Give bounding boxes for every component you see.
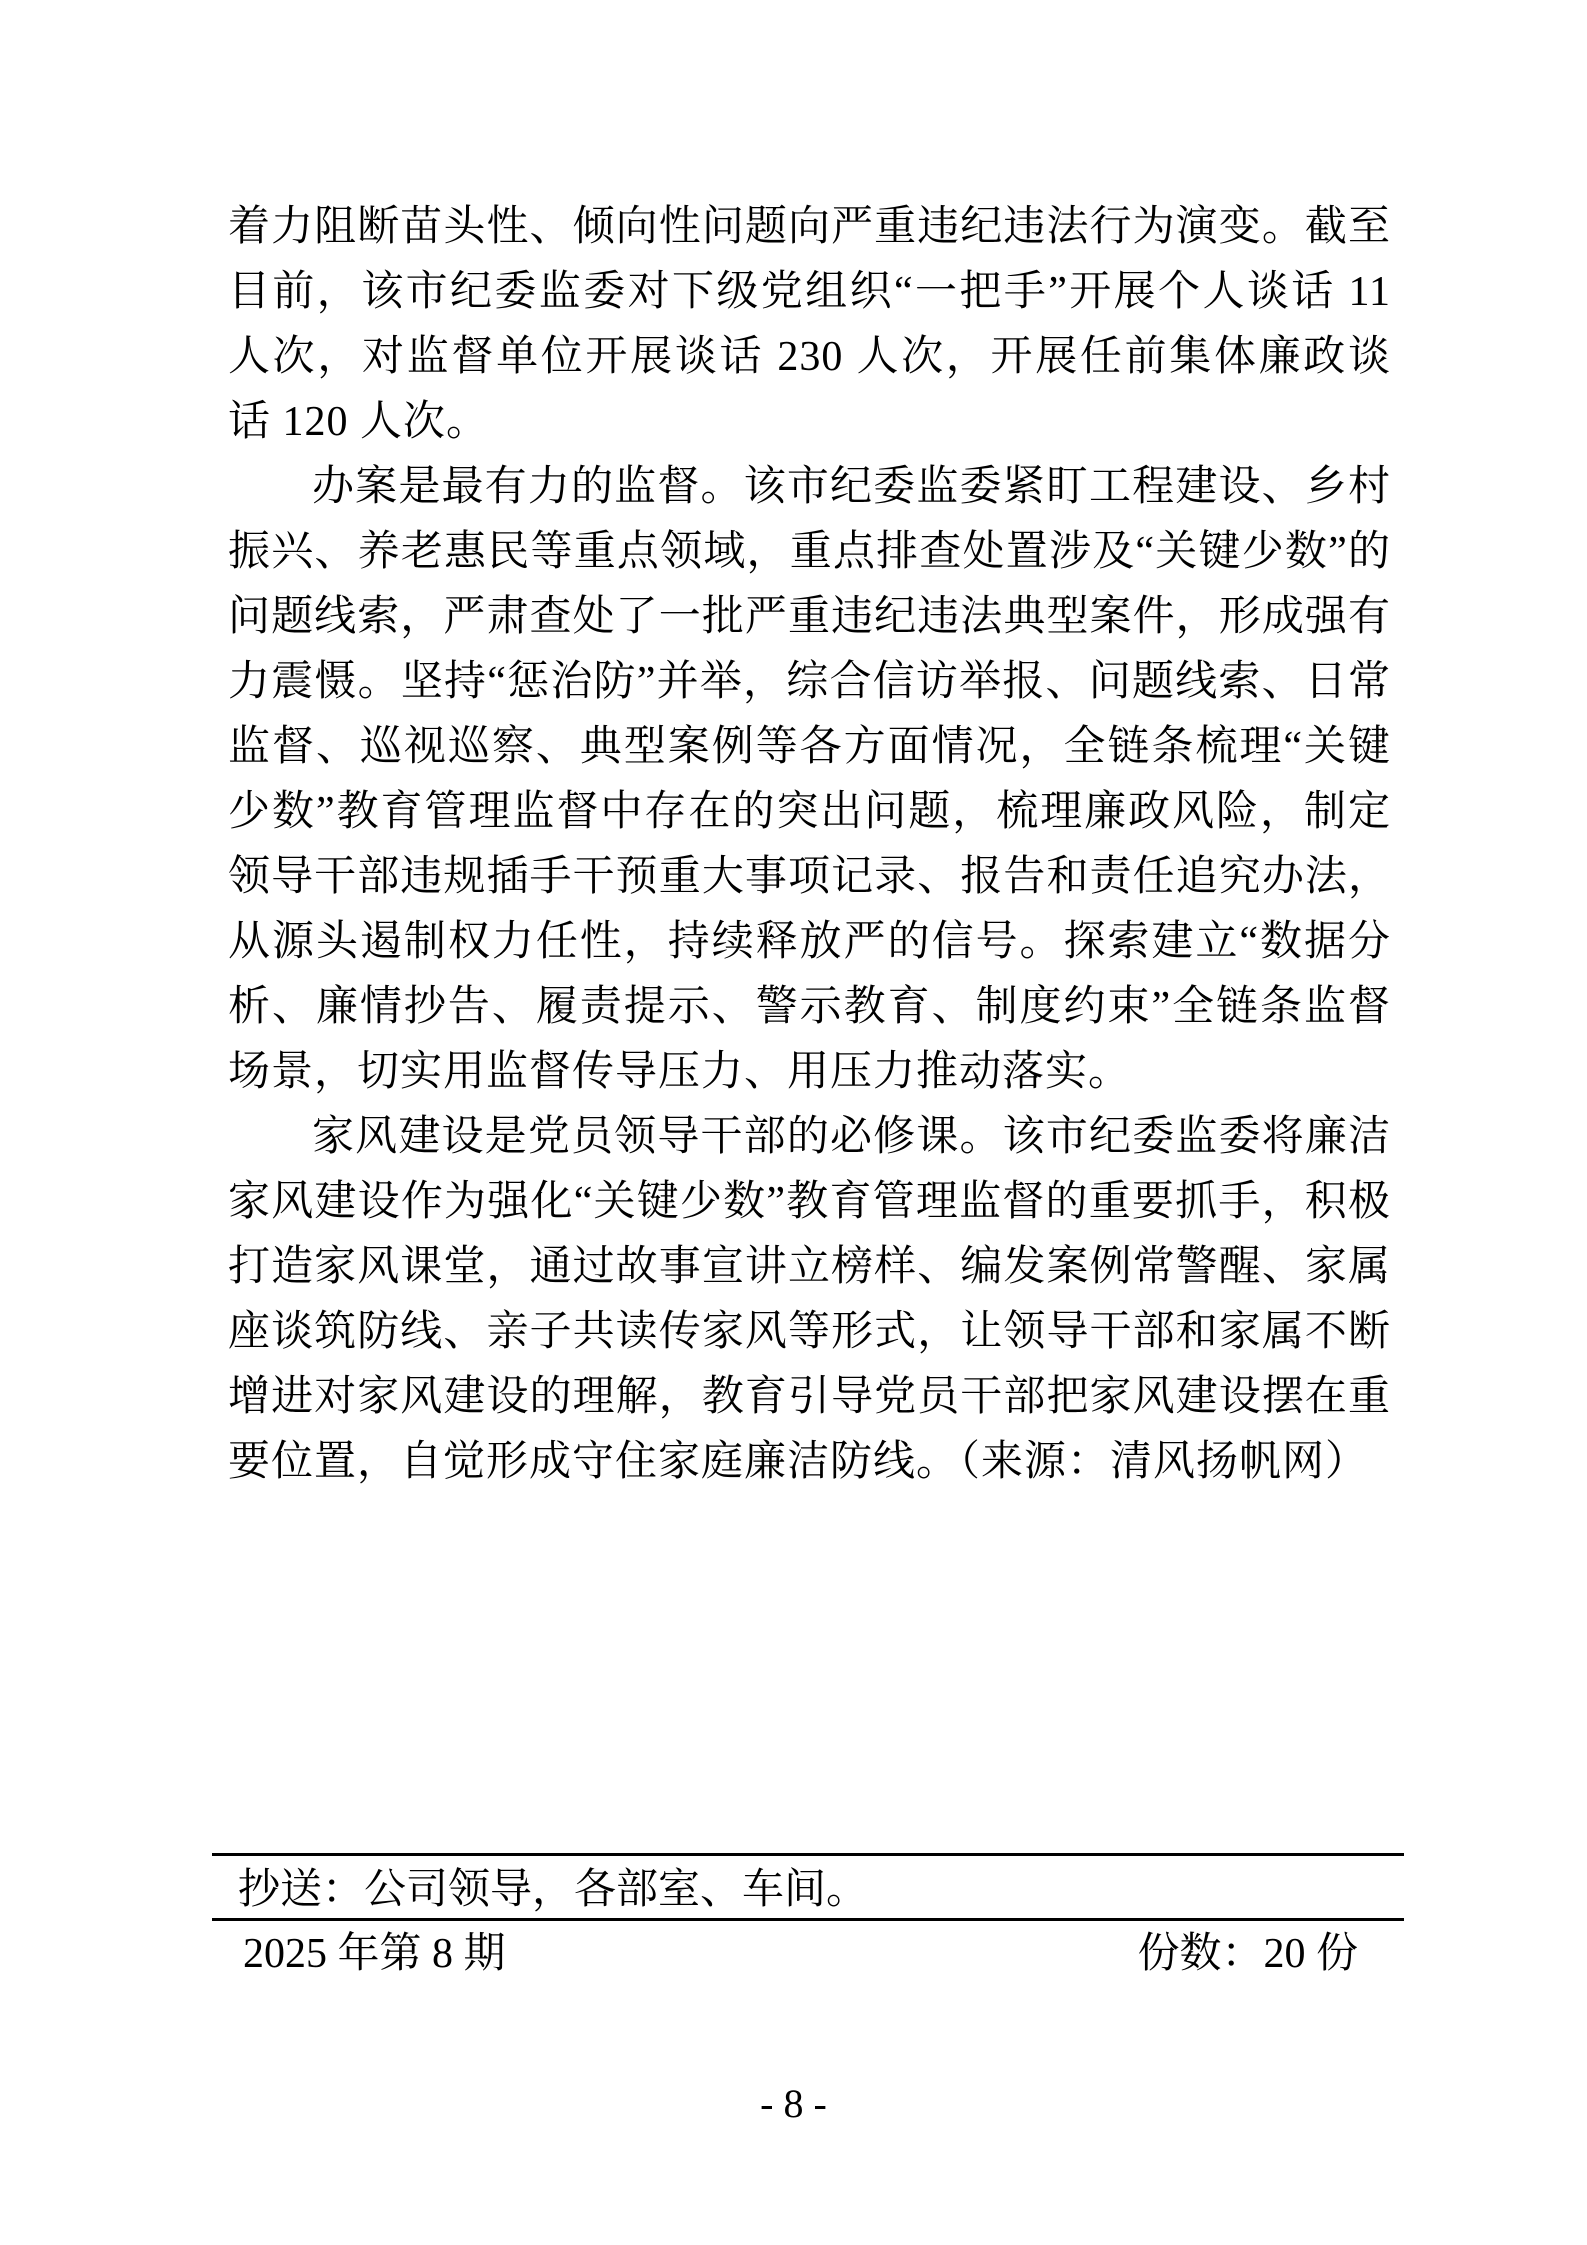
body-paragraph-1: 着力阻断苗头性、倾向性问题向严重违纪违法行为演变。截至目前，该市纪委监委对下级党组织“一把手”开展个人谈话 11 人次，对监督单位开展谈话 230 人次，开展任前集体廉政谈话 120 人次。 (228, 204, 1391, 445)
copies-count: 份数：20 份 (1137, 1931, 1358, 1977)
document-body (228, 195, 1391, 1495)
footer-divider-bottom (212, 1918, 1404, 1921)
cc-line: 抄送：公司领导，各部室、车间。 (238, 1867, 869, 1913)
issue-number: 2025 年第 8 期 (243, 1931, 506, 1977)
body-paragraph-2: 办案是最有力的监督。该市纪委监委紧盯工程建设、乡村振兴、养老惠民等重点领域，重点排查处置涉及“关键少数”的问题线索，严肃查处了一批严重违纪违法典型案件，形成强有力震慑。坚持“惩治防”并举，综合信访举报、问题线索、日常监督、巡视巡察、典型案例等各方面情况，全链条梳理“关键少数”教育管理监督中存在的突出问题，梳理廉政风险，制定领导干部违规插手干预重大事项记录、报告和责任追究办法，从源头遏制权力任性，持续释放严的信号。探索建立“数据分析、廉情抄告、履责提示、警示教育、制度约束”全链条监督场景，切实用监督传导压力、用压力推动落实。 (228, 464, 1391, 1095)
page-number: - 8 - (760, 2081, 827, 2126)
issue-row (243, 1928, 1358, 1980)
body-paragraph-3: 家风建设是党员领导干部的必修课。该市纪委监委将廉洁家风建设作为强化“关键少数”教育管理监督的重要抓手，积极打造家风课堂，通过故事宣讲立榜样、编发案例常警醒、家属座谈筑防线、亲子共读传家风等形式，让领导干部和家属不断增进对家风建设的理解，教育引导党员干部把家风建设摆在重要位置，自觉形成守住家庭廉洁防线。（来源：清风扬帆网） (228, 1114, 1391, 1485)
footer-divider-top (212, 1853, 1404, 1856)
